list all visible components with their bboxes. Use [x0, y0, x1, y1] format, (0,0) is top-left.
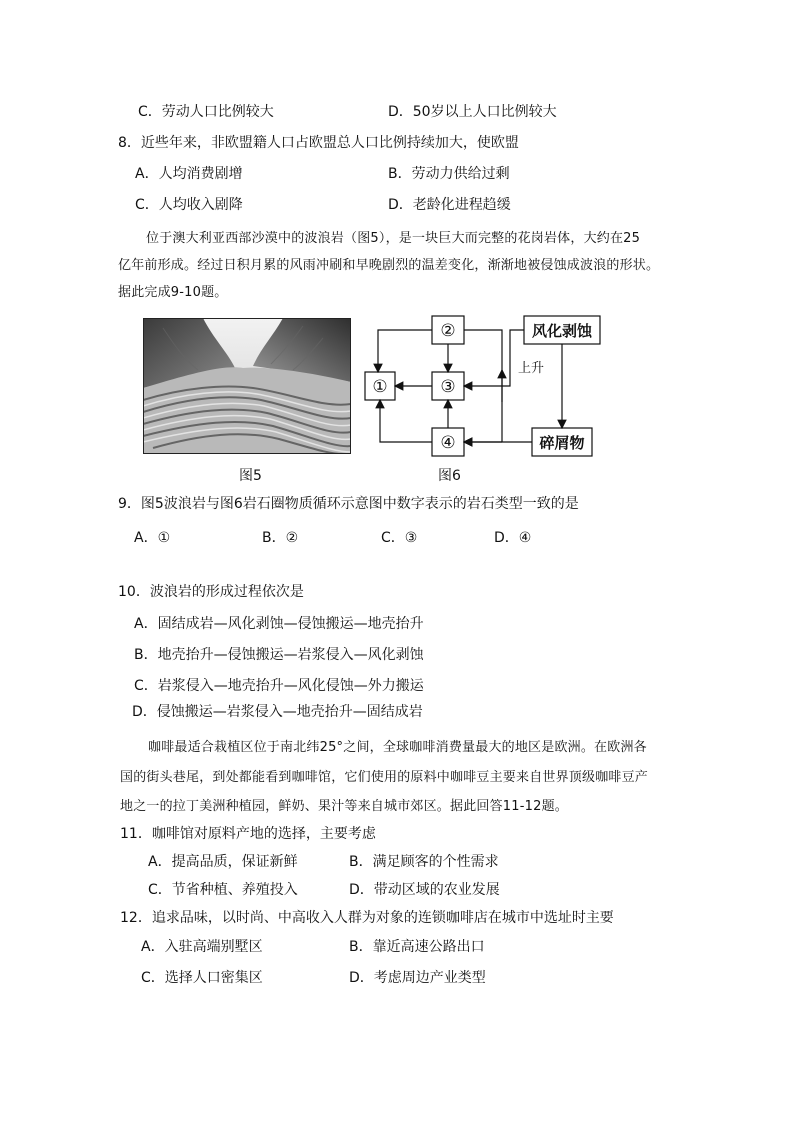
q8-option-d: D．老龄化进程趋缓: [388, 197, 511, 213]
wave-rock-photo: [143, 318, 351, 454]
q12-option-d: D．考虑周边产业类型: [349, 970, 486, 986]
q8-option-c: C．人均收入剧降: [135, 197, 243, 213]
q11-stem: 11．咖啡馆对原料产地的选择，主要考虑: [120, 826, 376, 842]
q11-option-b: B．满足顾客的个性需求: [349, 854, 499, 870]
q9-option-a: A．①: [134, 530, 171, 546]
passage1-line-1: 位于澳大利亚西部沙漠中的波浪岩（图5），是一块巨大而完整的花岗岩体，大约在25: [146, 231, 641, 246]
q8-stem: 8．近些年来，非欧盟籍人口占欧盟总人口比例持续加大，使欧盟: [118, 135, 519, 151]
uplift-label: 上升: [518, 361, 545, 376]
weathering-label: 风化剥蚀: [531, 322, 593, 340]
q12-option-b: B．靠近高速公路出口: [349, 939, 485, 955]
q10-option-a: A．固结成岩—风化剥蚀—侵蚀搬运—地壳抬升: [134, 616, 424, 632]
q10-option-b: B．地壳抬升—侵蚀搬运—岩浆侵入—风化剥蚀: [134, 647, 424, 663]
passage1-line-2: 亿年前形成。经过日积月累的风雨冲刷和早晚剧烈的温差变化，渐渐地被侵蚀成波浪的形状。: [118, 258, 660, 273]
q10-option-d: D．侵蚀搬运—岩浆侵入—地壳抬升—固结成岩: [132, 704, 423, 720]
fig6-caption: 图6: [438, 468, 461, 484]
q10-stem: 10．波浪岩的形成过程依次是: [118, 584, 304, 600]
q11-option-c: C．节省种植、养殖投入: [148, 882, 298, 898]
q12-stem: 12．追求品味，以时尚、中高收入人群为对象的连锁咖啡店在城市中选址时主要: [120, 910, 614, 926]
q7-option-d: D．50岁以上人口比例较大: [388, 104, 557, 120]
q8-option-b: B．劳动力供给过剩: [388, 166, 510, 182]
passage2-line-2: 国的街头巷尾，到处都能看到咖啡馆，它们使用的原料中咖啡豆主要来自世界顶级咖啡豆产: [120, 770, 649, 785]
q9-option-c: C．③: [381, 530, 418, 546]
node-4-label: ④: [440, 433, 456, 453]
node-1-label: ①: [372, 377, 388, 397]
q11-option-d: D．带动区域的农业发展: [349, 882, 500, 898]
q10-option-c: C．岩浆侵入—地壳抬升—风化侵蚀—外力搬运: [134, 678, 424, 694]
q7-option-c: C．劳动人口比例较大: [138, 104, 274, 120]
debris-label: 碎屑物: [539, 434, 585, 452]
passage2-line-3: 地之一的拉丁美洲种植园，鲜奶、果汁等来自城市郊区。据此回答11-12题。: [120, 799, 568, 814]
node-3-label: ③: [440, 377, 456, 397]
rock-cycle-diagram: [360, 310, 610, 460]
passage2-line-1: 咖啡最适合栽植区位于南北纬25°之间，全球咖啡消费量最大的地区是欧洲。在欧洲各: [148, 740, 647, 755]
q12-option-a: A．入驻高端别墅区: [141, 939, 263, 955]
q9-option-b: B．②: [262, 530, 299, 546]
q9-option-d: D．④: [494, 530, 532, 546]
q8-option-a: A．人均消费剧增: [135, 166, 243, 182]
node-2-label: ②: [440, 321, 456, 341]
q9-stem: 9．图5波浪岩与图6岩石圈物质循环示意图中数字表示的岩石类型一致的是: [118, 496, 579, 512]
q11-option-a: A．提高品质，保证新鲜: [148, 854, 298, 870]
passage1-line-3: 据此完成9-10题。: [118, 285, 228, 300]
fig5-caption: 图5: [239, 468, 262, 484]
q12-option-c: C．选择人口密集区: [141, 970, 263, 986]
